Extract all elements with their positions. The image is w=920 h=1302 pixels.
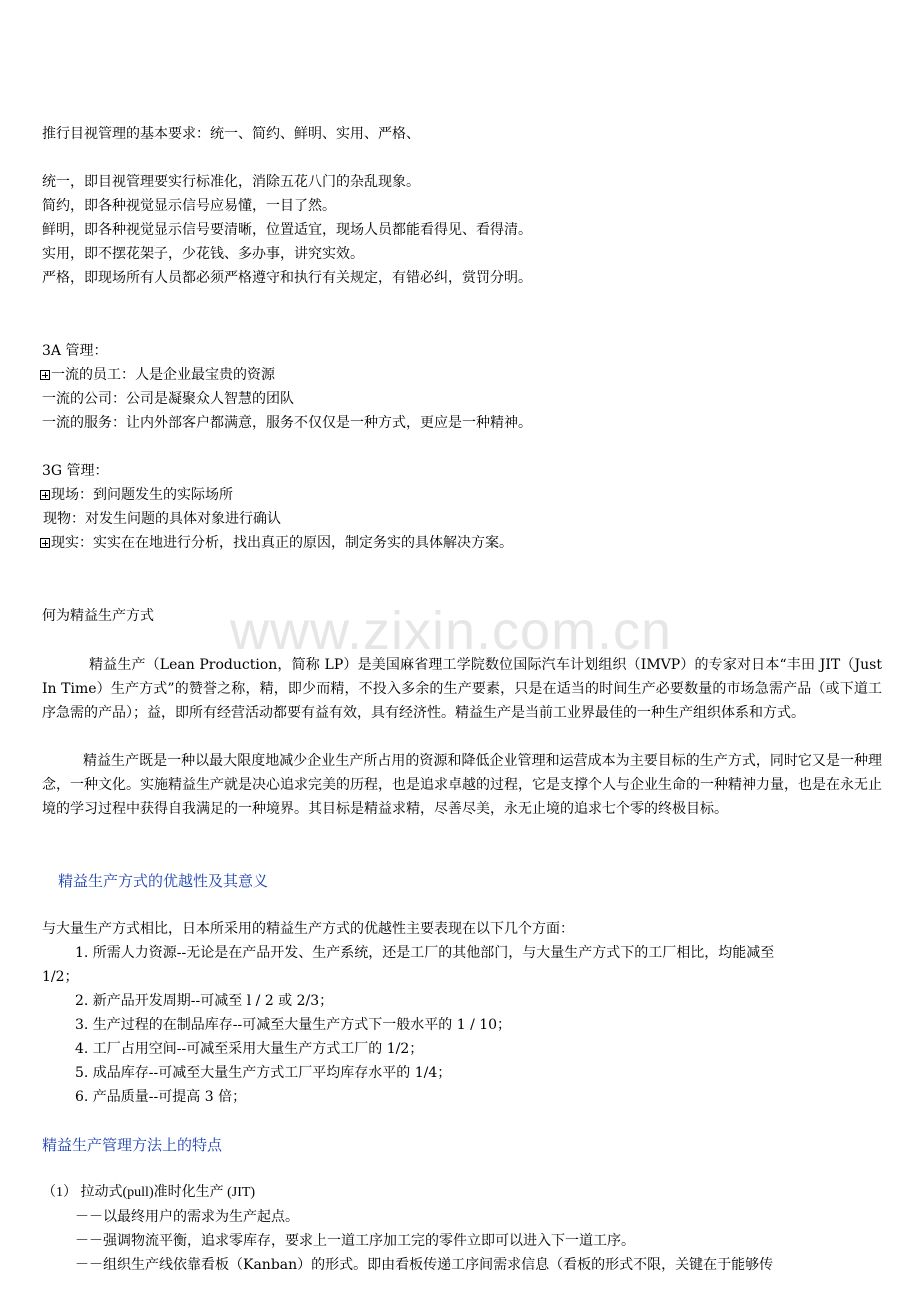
feature-item-title: （1） 拉动式(pull)准时化生产 (JIT)	[42, 1185, 256, 1200]
lean-definition-paragraph: 精益生产既是一种以最大限度地减少企业生产所占用的资源和降低企业管理和运营成本为主要目标的生产方式，同时它又是一种理念，一种文化。实施精益生产就是决心追求完美的历程，也是追求卓越的过程，它是支撑个人与企业生命的一种精神力量，也是在永无止境的学习过程中获得自我满足的一种境界。其目标是精益求精，尽善尽美，永无止境的追求七个零的终极目标。	[42, 753, 882, 817]
requirement-item: 鲜明，即各种视觉显示信号要清晰，位置适宜，现场人员都能看得见、看得清。	[42, 222, 532, 238]
advantages-heading: 精益生产方式的优越性及其意义	[58, 872, 269, 890]
management-3a-item: 一流的服务：让内外部客户都满意，服务不仅仅是一种方式，更应是一种精神。	[42, 415, 532, 431]
management-3a-item: 一流的公司：公司是凝聚众人智慧的团队	[42, 391, 294, 407]
feature-item-line: －－以最终用户的需求为生产起点。	[75, 1209, 299, 1225]
management-3g-item-text: 现实：实实在在地进行分析，找出真正的原因，制定务实的具体解决方案。	[51, 535, 513, 551]
features-heading: 精益生产管理方法上的特点	[42, 1136, 223, 1154]
boxed-plus-icon	[40, 538, 50, 548]
feature-item-line: －－组织生产线依靠看板（Kanban）的形式。即由看板传递工序间需求信息（看板的形式不限，关键在于能够传	[75, 1257, 774, 1273]
advantage-item: 1. 所需人力资源--无论是在产品开发、生产系统，还是工厂的其他部门，与大量生产方式下的工厂相比，均能减至	[75, 945, 775, 961]
management-3g-title: 3G 管理：	[42, 463, 109, 479]
advantage-item: 2. 新产品开发周期--可减至 l / 2 或 2/3；	[75, 993, 334, 1009]
feature-item-line: －－强调物流平衡，追求零库存，要求上一道工序加工完的零件立即可以进入下一道工序。	[75, 1233, 635, 1249]
management-3a-item	[40, 365, 275, 385]
watermark: www.zixin.com.cn	[230, 601, 673, 661]
management-3g-item: 现物：对发生问题的具体对象进行确认	[43, 511, 281, 527]
advantage-item: 3. 生产过程的在制品库存--可减至大量生产方式下一般水平的 1 / 10；	[75, 1017, 512, 1033]
advantages-intro: 与大量生产方式相比，日本所采用的精益生产方式的优越性主要表现在以下几个方面：	[42, 921, 574, 937]
management-3a-item-text: 一流的员工：人是企业最宝贵的资源	[51, 367, 275, 383]
lean-definition-paragraph: 精益生产（Lean Production，简称 LP）是美国麻省理工学院数位国际汽车计划组织（IMVP）的专家对日本“丰田 JIT（Just In Time）生产方式”的赞誉之称，精，即少而精，不投入多余的生产要素，只是在适当的时间生产必要数量的市场急需产品（或下道工序急需的产品）；益，即所有经营活动都要有益有效，具有经济性。精益生产是当前工业界最佳的一种生产组织体系和方式。	[42, 657, 882, 721]
requirement-item: 实用，即不摆花架子，少花钱、多办事，讲究实效。	[42, 246, 364, 262]
basic-requirements-title: 推行目视管理的基本要求：统一、简约、鲜明、实用、严格、	[42, 126, 420, 142]
management-3g-item	[40, 533, 513, 553]
requirement-item: 简约，即各种视觉显示信号应易懂，一目了然。	[42, 198, 336, 214]
lean-definition-title: 何为精益生产方式	[42, 608, 154, 624]
management-3a-title: 3A 管理：	[42, 343, 108, 359]
boxed-plus-icon	[40, 490, 50, 500]
management-3g-item	[40, 485, 233, 505]
requirement-item: 统一，即目视管理要实行标准化，消除五花八门的杂乱现象。	[42, 174, 420, 190]
advantage-item: 5. 成品库存--可减至大量生产方式工厂平均库存水平的 1/4；	[75, 1065, 452, 1081]
boxed-plus-icon	[40, 370, 50, 380]
management-3g-item-text: 现场：到问题发生的实际场所	[51, 487, 233, 503]
advantage-item-continuation: 1/2；	[42, 969, 79, 985]
advantage-item: 6. 产品质量--可提高 3 倍；	[75, 1089, 247, 1105]
advantage-item: 4. 工厂占用空间--可减至采用大量生产方式工厂的 1/2；	[75, 1041, 424, 1057]
requirement-item: 严格，即现场所有人员都必须严格遵守和执行有关规定，有错必纠，赏罚分明。	[42, 270, 532, 286]
